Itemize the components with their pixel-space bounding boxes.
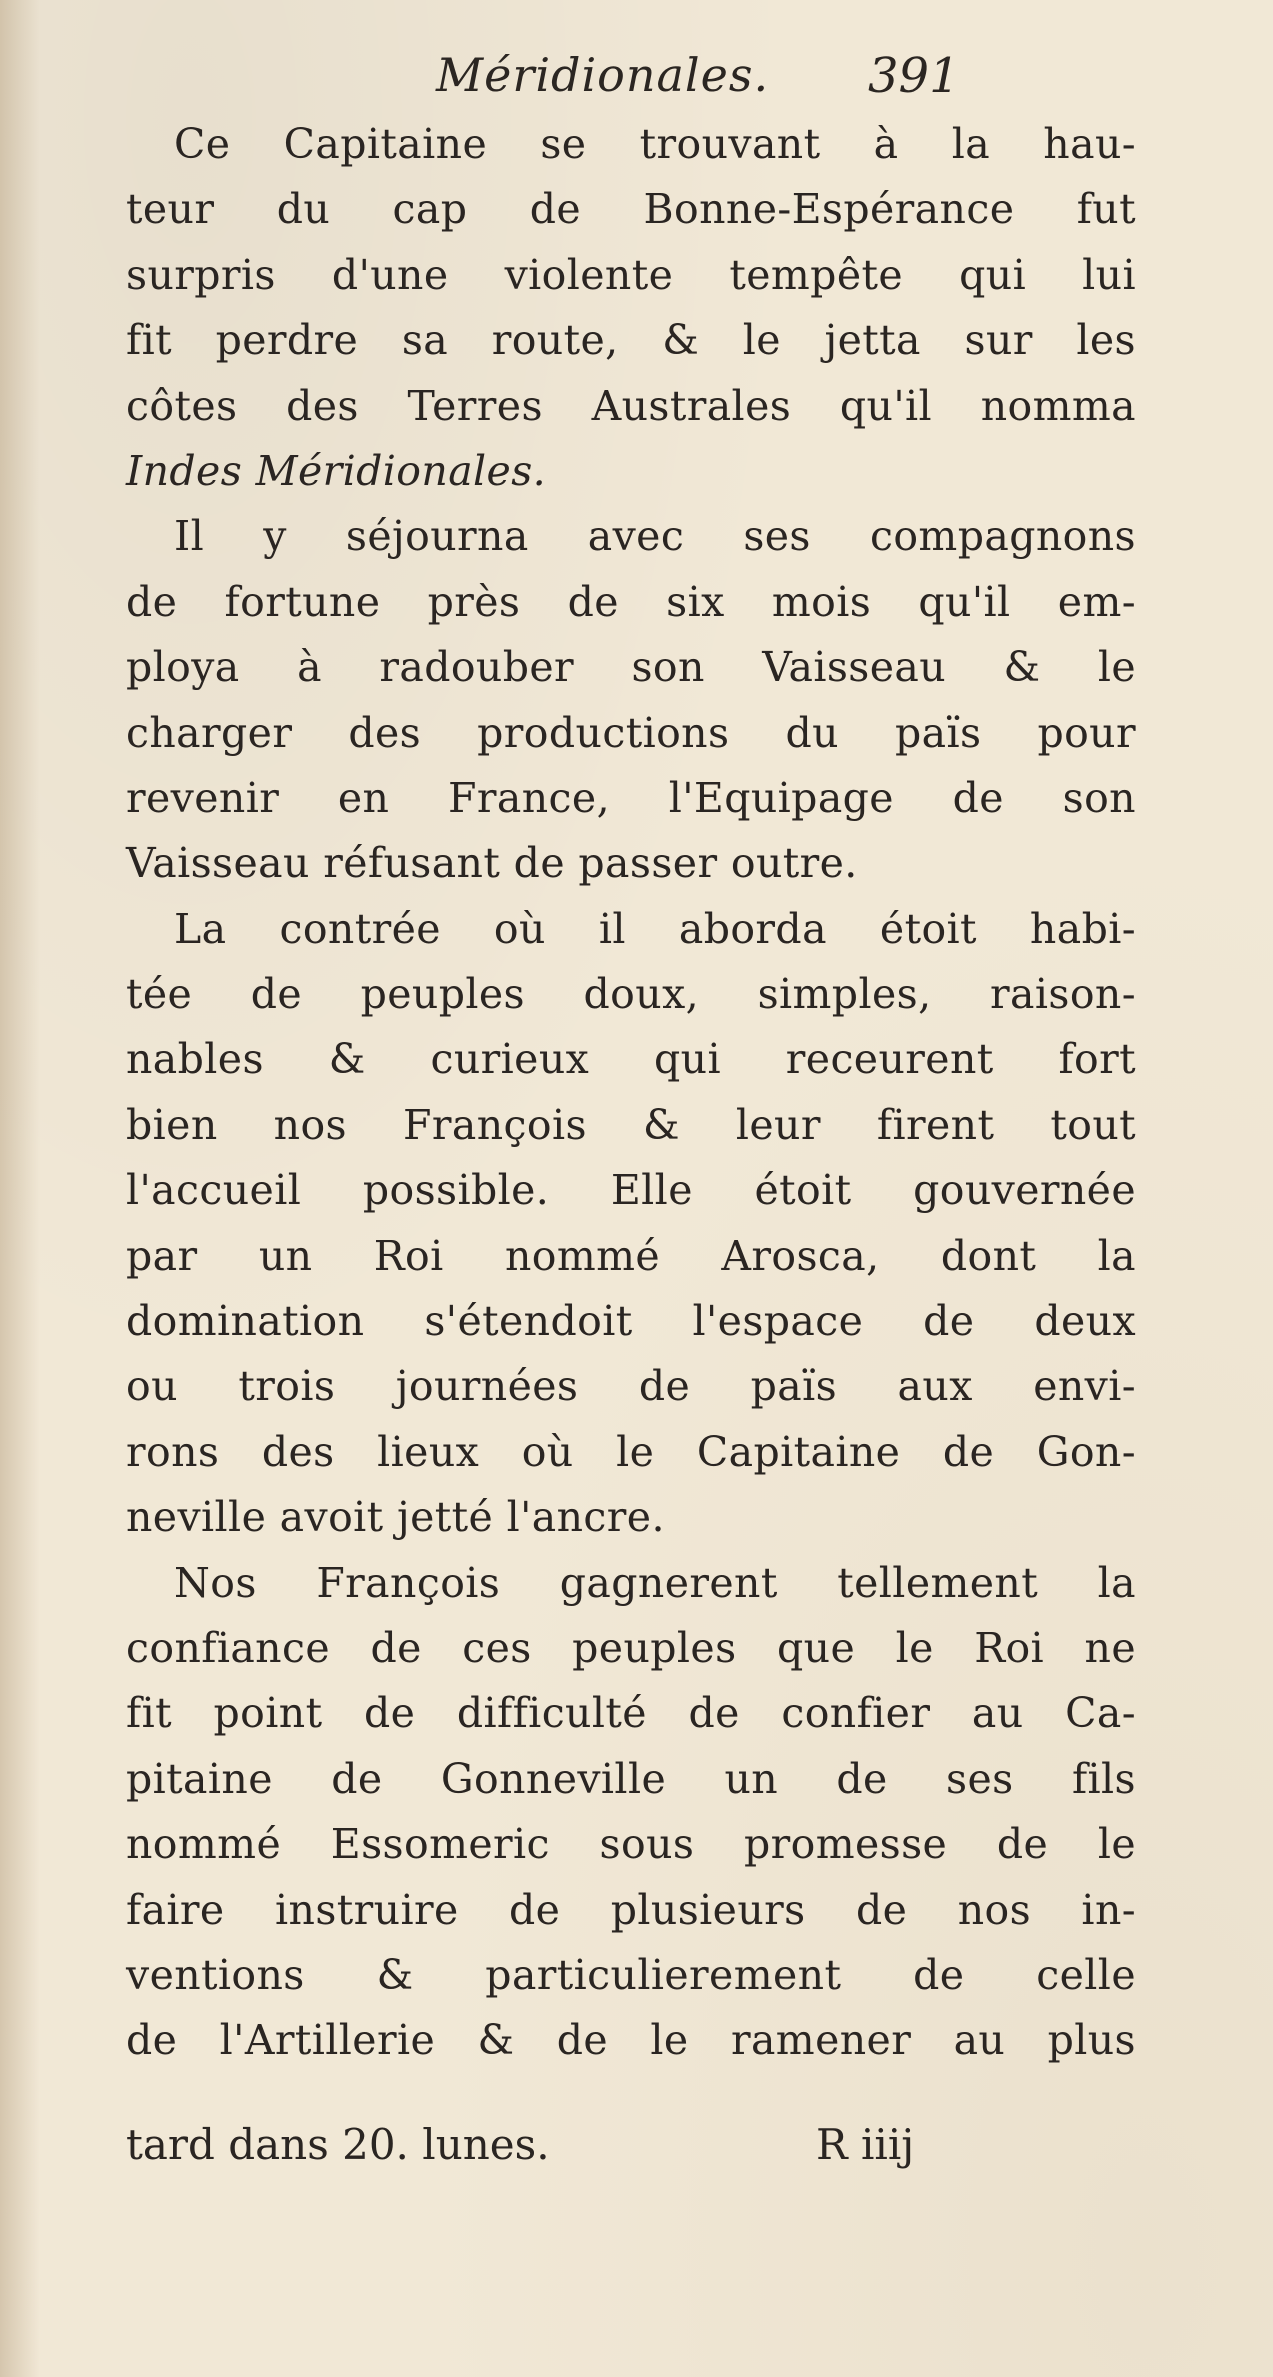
text-line: nommé Essomeric sous promesse de le (126, 1820, 1136, 1869)
text-line: pitaine de Gonneville un de ses fils (126, 1754, 1136, 1803)
text-line: tée de peuples doux, simples, raison- (126, 970, 1136, 1019)
text-line: l'accueil possible. Elle étoit gouvernée (126, 1166, 1136, 1215)
text-line: Vaisseau réfusant de passer outre. (126, 839, 858, 888)
body-text (126, 112, 1136, 2074)
binding-gutter (0, 0, 40, 2377)
text-line: de l'Artillerie & de le ramener au plus (126, 2016, 1136, 2065)
text-line: ventions & particulierement de celle (126, 1950, 1136, 1999)
text-line: ou trois journées de païs aux envi- (126, 1362, 1136, 1411)
text-line: Il y séjourna avec ses compagnons (174, 512, 1136, 561)
text-line: confiance de ces peuples que le Roi ne (126, 1623, 1136, 1672)
text-line: de fortune près de six mois qu'il em- (126, 577, 1136, 626)
page-number: 391 (868, 48, 960, 104)
signature-mark: R iiij (816, 2120, 915, 2169)
text-line: fit point de difficulté de confier au Ca- (126, 1689, 1136, 1738)
text-line: Ce Capitaine se trouvant à la hau- (174, 120, 1136, 168)
running-title: Méridionales. (436, 48, 770, 102)
text-line: côtes des Terres Australes qu'il nomma (126, 381, 1136, 430)
text-line: bien nos François & leur firent tout (126, 1100, 1136, 1149)
text-line: La contrée où il aborda étoit habi- (174, 904, 1136, 953)
running-head (0, 48, 1273, 108)
text-line: Indes Méridionales. (126, 446, 547, 495)
text-line: revenir en France, l'Equipage de son (126, 773, 1136, 822)
text-line: domination s'étendoit l'espace de deux (126, 1297, 1136, 1346)
text-line: neville avoit jetté l'ancre. (126, 1493, 665, 1542)
catchword: tard dans 20. lunes. (126, 2120, 550, 2169)
page-footer (126, 2112, 1136, 2178)
text-line: nables & curieux qui receurent fort (126, 1035, 1136, 1084)
text-line: teur du cap de Bonne-Espérance fut (126, 185, 1136, 234)
text-line: rons des lieux où le Capitaine de Gon- (126, 1427, 1136, 1476)
text-line: ploya à radouber son Vaisseau & le (126, 643, 1136, 692)
text-line: Nos François gagnerent tellement la (174, 1558, 1136, 1607)
text-line: faire instruire de plusieurs de nos in- (126, 1885, 1136, 1934)
text-line: par un Roi nommé Arosca, dont la (126, 1231, 1136, 1280)
text-line: fit perdre sa route, & le jetta sur les (126, 316, 1136, 365)
text-line: charger des productions du païs pour (126, 708, 1136, 757)
text-line: surpris d'une violente tempête qui lui (126, 250, 1136, 299)
